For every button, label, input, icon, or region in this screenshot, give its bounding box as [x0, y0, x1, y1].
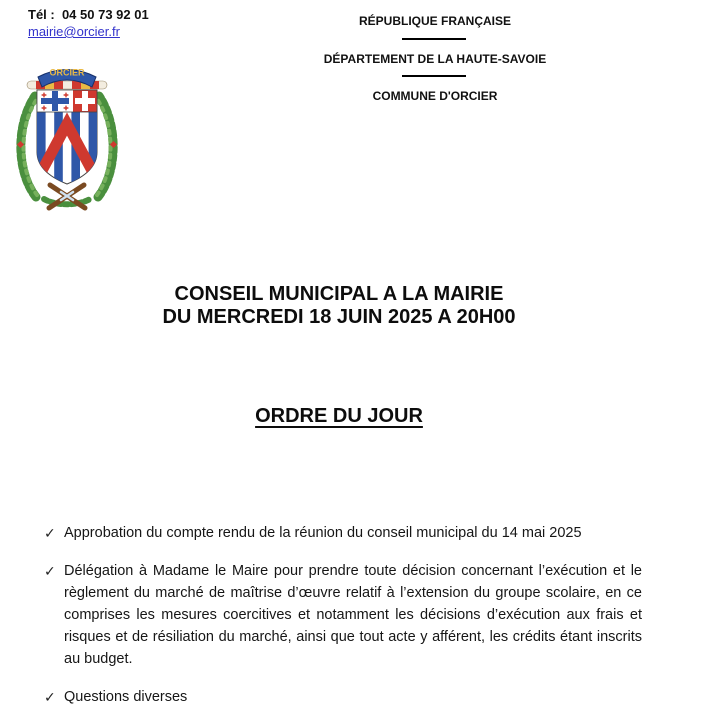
letterhead-republic: RÉPUBLIQUE FRANÇAISE: [358, 14, 511, 28]
torse-icon: [27, 81, 107, 89]
section-heading: ORDRE DU JOUR: [255, 405, 423, 427]
checkmark-icon: ✓: [44, 525, 56, 541]
shield-icon: [37, 90, 97, 184]
letterhead-divider-1: [402, 38, 466, 40]
agenda-item-text: Questions diverses: [64, 689, 188, 705]
banner-text: ORCIER: [49, 67, 85, 78]
agenda-item-2: [44, 560, 642, 670]
document-title-line1: CONSEIL MUNICIPAL A LA MAIRIE: [174, 283, 504, 305]
agenda-item-3: [44, 686, 642, 708]
checkmark-icon: ✓: [44, 689, 56, 705]
letterhead-divider-2: [402, 75, 466, 77]
document-title: [0, 283, 678, 329]
agenda-item-text: Approbation du compte rendu de la réunion du conseil municipal du 14 mai 2025: [64, 525, 582, 541]
commune-coat-of-arms-icon: [14, 60, 120, 212]
section-heading-wrap: [0, 405, 678, 428]
letterhead: [285, 0, 585, 110]
letterhead-commune: COMMUNE D'ORCIER: [372, 89, 498, 103]
phone-number: Tél : 04 50 73 92 01: [28, 7, 149, 22]
checkmark-icon: ✓: [44, 563, 56, 579]
document-title-line2: DU MERCREDI 18 JUIN 2025 A 20H00: [162, 306, 516, 328]
agenda-item-text: Délégation à Madame le Maire pour prendre toute décision concernant l’exécution et le règlement du marché de maîtrise d’œuvre relatif à l’extension du groupe scolaire, en ce comprises les mesures coercitives et notamment les décisions d’exécution aux frais et risques et de résiliation du marché, ainsi que tout acte y afférent, les crédits étant inscrits au budget.: [64, 563, 642, 667]
contact-block: [28, 7, 149, 41]
letterhead-department: DÉPARTEMENT DE LA HAUTE-SAVOIE: [323, 52, 547, 66]
email-link[interactable]: mairie@orcier.fr: [28, 24, 120, 39]
agenda-item-1: [44, 522, 642, 544]
agenda-list: [44, 522, 642, 708]
